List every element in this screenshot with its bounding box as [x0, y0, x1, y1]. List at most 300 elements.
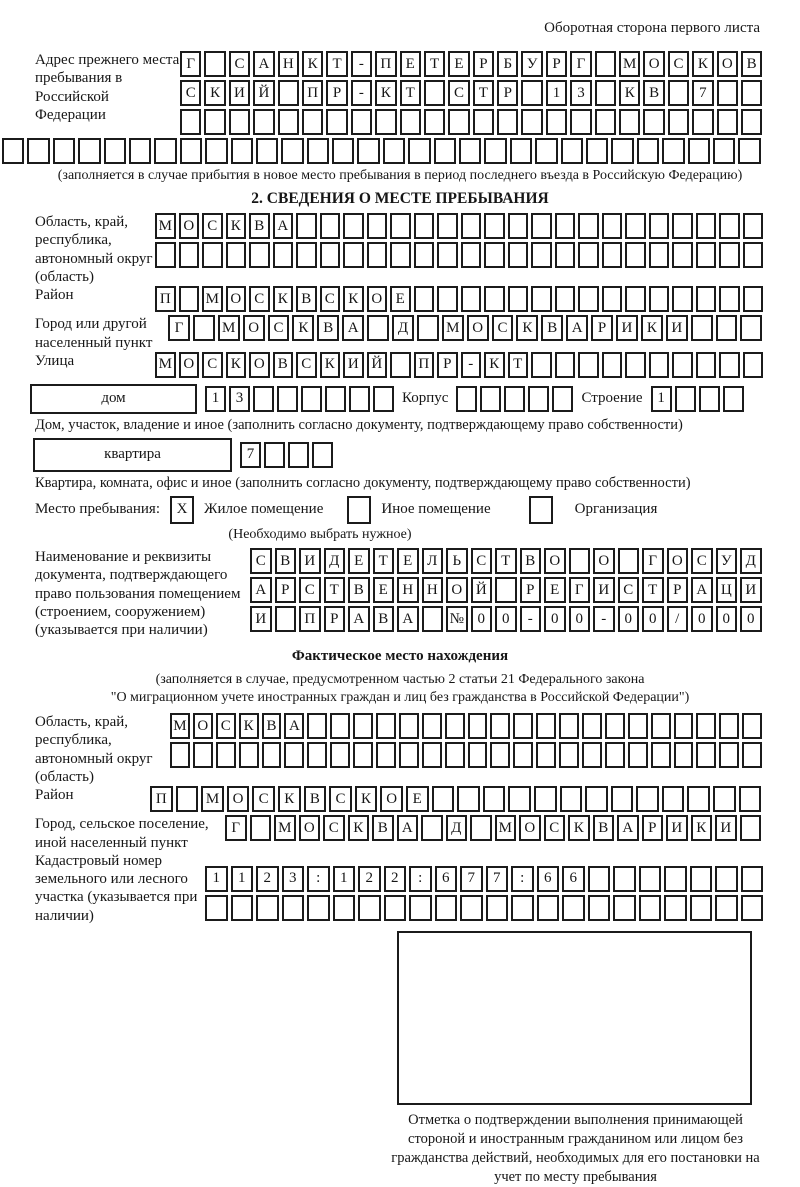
- char-cell: [330, 713, 350, 739]
- char-cell: [414, 242, 435, 268]
- char-cell: Е: [348, 548, 370, 574]
- region-label: Область, край, республика, автономный округ (область): [35, 214, 153, 286]
- region-row-2[interactable]: [155, 242, 763, 268]
- char-cell: [742, 742, 762, 768]
- char-cell: С: [229, 51, 250, 77]
- stay-place-note: (Необходимо выбрать нужное): [228, 526, 412, 542]
- char-cell: Б: [497, 51, 518, 77]
- city-label: Город или другой населенный пункт: [35, 316, 153, 351]
- char-cell: [278, 80, 299, 106]
- char-cell: С: [252, 786, 275, 812]
- char-cell: [457, 786, 480, 812]
- char-cell: [253, 386, 274, 412]
- prev-address-row-4[interactable]: [2, 138, 800, 164]
- char-cell: Р: [591, 315, 613, 341]
- char-cell: А: [253, 51, 274, 77]
- char-cell: Р: [275, 577, 297, 603]
- char-cell: 0: [495, 606, 517, 632]
- char-cell: [461, 213, 482, 239]
- char-cell: [531, 213, 552, 239]
- char-cell: А: [397, 606, 419, 632]
- char-cell: К: [355, 786, 378, 812]
- prev-address-row-3[interactable]: [180, 109, 762, 135]
- region-block: [0, 213, 800, 286]
- document-row-3[interactable]: [250, 606, 762, 632]
- char-cell: [719, 713, 739, 739]
- district-label: Район: [35, 287, 74, 304]
- actual-region-row-2[interactable]: [170, 742, 762, 768]
- char-cell: В: [317, 315, 339, 341]
- char-cell: [696, 352, 717, 378]
- char-cell: [555, 213, 576, 239]
- char-cell: К: [641, 315, 663, 341]
- char-cell: [528, 386, 549, 412]
- document-row-2[interactable]: [250, 577, 762, 603]
- char-cell: [486, 895, 509, 921]
- char-cell: 0: [642, 606, 664, 632]
- char-cell: [229, 109, 250, 135]
- char-cell: [253, 109, 274, 135]
- actual-region-block: [0, 713, 800, 786]
- char-cell: [717, 80, 738, 106]
- char-cell: С: [618, 577, 640, 603]
- char-cell: В: [275, 548, 297, 574]
- char-cell: [484, 213, 505, 239]
- actual-district-block: [0, 786, 800, 815]
- char-cell: [422, 606, 444, 632]
- char-cell: [651, 742, 671, 768]
- char-cell: [326, 109, 347, 135]
- char-cell: [555, 242, 576, 268]
- char-cell: С: [250, 548, 272, 574]
- prev-address-row-2[interactable]: [180, 80, 762, 106]
- char-cell: К: [516, 315, 538, 341]
- option-zhiloe-label: Жилое помещение: [204, 501, 324, 518]
- char-cell: [367, 315, 389, 341]
- char-cell: К: [278, 786, 301, 812]
- cadastral-row-2[interactable]: [205, 895, 763, 921]
- char-cell: [570, 109, 591, 135]
- cadastral-row-1[interactable]: [205, 866, 763, 892]
- char-cell: [256, 138, 278, 164]
- char-cell: [605, 742, 625, 768]
- char-cell: [384, 895, 407, 921]
- char-cell: [325, 386, 346, 412]
- char-cell: [390, 213, 411, 239]
- char-cell: [104, 138, 126, 164]
- actual-region-row-1[interactable]: [170, 713, 762, 739]
- char-cell: [508, 286, 529, 312]
- char-cell: О: [249, 352, 270, 378]
- char-cell: [578, 213, 599, 239]
- char-cell: [536, 742, 556, 768]
- char-cell: [625, 242, 646, 268]
- char-cell: Р: [546, 51, 567, 77]
- char-cell: [578, 286, 599, 312]
- char-cell: [664, 866, 687, 892]
- char-cell: У: [716, 548, 738, 574]
- char-cell: [649, 242, 670, 268]
- char-cell: [176, 786, 199, 812]
- char-cell: [367, 242, 388, 268]
- char-cell: [275, 606, 297, 632]
- char-cell: Р: [437, 352, 458, 378]
- char-cell: [154, 138, 176, 164]
- char-cell: [399, 742, 419, 768]
- char-cell: С: [202, 352, 223, 378]
- char-cell: 6: [537, 866, 560, 892]
- char-cell: Г: [168, 315, 190, 341]
- char-cell: [738, 138, 760, 164]
- checkbox-organizatsiya[interactable]: [529, 496, 553, 524]
- char-cell: [662, 786, 685, 812]
- char-cell: О: [226, 286, 247, 312]
- char-cell: [692, 109, 713, 135]
- char-cell: В: [373, 606, 395, 632]
- char-cell: 0: [691, 606, 713, 632]
- district-row[interactable]: [155, 286, 763, 312]
- char-cell: [367, 213, 388, 239]
- char-cell: А: [566, 315, 588, 341]
- char-cell: Г: [180, 51, 201, 77]
- char-cell: [561, 138, 583, 164]
- char-cell: К: [691, 815, 713, 841]
- city-row[interactable]: [168, 315, 762, 341]
- char-cell: Р: [324, 606, 346, 632]
- char-cell: [672, 352, 693, 378]
- char-cell: №: [446, 606, 468, 632]
- char-cell: [343, 242, 364, 268]
- char-cell: О: [467, 315, 489, 341]
- char-cell: Е: [544, 577, 566, 603]
- char-cell: С: [691, 548, 713, 574]
- document-row-1[interactable]: [250, 548, 762, 574]
- char-cell: В: [304, 786, 327, 812]
- char-cell: П: [414, 352, 435, 378]
- apartment-cells[interactable]: [240, 442, 333, 468]
- char-cell: Р: [497, 80, 518, 106]
- char-cell: М: [170, 713, 190, 739]
- char-cell: [602, 213, 623, 239]
- char-cell: [582, 742, 602, 768]
- char-cell: [483, 786, 506, 812]
- region-row-1[interactable]: [155, 213, 763, 239]
- char-cell: [468, 742, 488, 768]
- char-cell: 0: [544, 606, 566, 632]
- char-cell: [376, 742, 396, 768]
- char-cell: [719, 352, 740, 378]
- char-cell: В: [262, 713, 282, 739]
- char-cell: П: [375, 51, 396, 77]
- char-cell: [716, 315, 738, 341]
- char-cell: :: [307, 866, 330, 892]
- char-cell: [508, 786, 531, 812]
- cadastral-label: Кадастровый номер земельного или лесного участка (указывается при наличии): [35, 852, 198, 924]
- char-cell: [740, 315, 762, 341]
- char-cell: [696, 713, 716, 739]
- char-cell: С: [268, 315, 290, 341]
- char-cell: [508, 213, 529, 239]
- char-cell: А: [617, 815, 639, 841]
- char-cell: 1: [651, 386, 672, 412]
- char-cell: 6: [562, 866, 585, 892]
- char-cell: С: [544, 815, 566, 841]
- char-cell: [611, 138, 633, 164]
- stamp-area: [397, 931, 752, 1105]
- char-cell: В: [249, 213, 270, 239]
- char-cell: [513, 713, 533, 739]
- stay-place-row: [0, 496, 800, 524]
- char-cell: В: [593, 815, 615, 841]
- char-cell: [672, 213, 693, 239]
- house-number-cells[interactable]: [205, 386, 394, 412]
- char-cell: К: [348, 815, 370, 841]
- char-cell: [672, 286, 693, 312]
- char-cell: [613, 895, 636, 921]
- actual-city-row[interactable]: [225, 815, 761, 841]
- char-cell: Й: [471, 577, 493, 603]
- char-cell: [307, 713, 327, 739]
- char-cell: [649, 352, 670, 378]
- char-cell: [202, 242, 223, 268]
- char-cell: [513, 742, 533, 768]
- char-cell: [497, 109, 518, 135]
- stroenie-cells[interactable]: [651, 386, 744, 412]
- char-cell: [307, 895, 330, 921]
- char-cell: О: [544, 548, 566, 574]
- char-cell: [611, 786, 634, 812]
- sheet-side-note: Оборотная сторона первого листа: [544, 20, 760, 36]
- street-row[interactable]: [155, 352, 763, 378]
- char-cell: О: [367, 286, 388, 312]
- char-cell: -: [520, 606, 542, 632]
- char-cell: В: [273, 352, 294, 378]
- char-cell: [445, 713, 465, 739]
- char-cell: Р: [520, 577, 542, 603]
- char-cell: Й: [253, 80, 274, 106]
- char-cell: С: [296, 352, 317, 378]
- char-cell: [357, 138, 379, 164]
- char-cell: [555, 352, 576, 378]
- char-cell: [578, 242, 599, 268]
- char-cell: М: [155, 213, 176, 239]
- char-cell: [417, 315, 439, 341]
- char-cell: [741, 80, 762, 106]
- char-cell: [586, 138, 608, 164]
- char-cell: Д: [740, 548, 762, 574]
- char-cell: [531, 286, 552, 312]
- char-cell: В: [348, 577, 370, 603]
- char-cell: О: [179, 213, 200, 239]
- char-cell: [320, 213, 341, 239]
- char-cell: [723, 386, 744, 412]
- char-cell: 7: [692, 80, 713, 106]
- char-cell: К: [239, 713, 259, 739]
- checkbox-inoe[interactable]: [347, 496, 371, 524]
- char-cell: 7: [486, 866, 509, 892]
- char-cell: 0: [740, 606, 762, 632]
- char-cell: И: [229, 80, 250, 106]
- char-cell: [375, 109, 396, 135]
- apartment-box-label: квартира: [33, 438, 232, 472]
- apartment-caption: Квартира, комната, офис и иное (заполнить согласно документу, подтверждающему право собственности): [35, 474, 691, 491]
- char-cell: [490, 742, 510, 768]
- char-cell: [273, 242, 294, 268]
- char-cell: [531, 352, 552, 378]
- char-cell: [399, 713, 419, 739]
- char-cell: [278, 109, 299, 135]
- char-cell: [155, 242, 176, 268]
- char-cell: [578, 352, 599, 378]
- char-cell: В: [643, 80, 664, 106]
- char-cell: [445, 742, 465, 768]
- char-cell: [625, 286, 646, 312]
- char-cell: [643, 109, 664, 135]
- char-cell: К: [568, 815, 590, 841]
- char-cell: С: [202, 213, 223, 239]
- char-cell: [296, 242, 317, 268]
- char-cell: Г: [569, 577, 591, 603]
- char-cell: [456, 386, 477, 412]
- prev-address-block: [0, 51, 800, 138]
- char-cell: Т: [642, 577, 664, 603]
- city-block: [0, 315, 800, 352]
- char-cell: [249, 242, 270, 268]
- char-cell: [351, 109, 372, 135]
- char-cell: [605, 713, 625, 739]
- stroenie-label: Строение: [581, 390, 643, 407]
- char-cell: [619, 109, 640, 135]
- char-cell: [741, 866, 764, 892]
- char-cell: [508, 242, 529, 268]
- char-cell: К: [226, 213, 247, 239]
- char-cell: Г: [642, 548, 664, 574]
- char-cell: -: [351, 51, 372, 77]
- char-cell: [484, 138, 506, 164]
- korpus-cells[interactable]: [456, 386, 573, 412]
- char-cell: [204, 51, 225, 77]
- char-cell: С: [471, 548, 493, 574]
- char-cell: М: [274, 815, 296, 841]
- char-cell: 2: [358, 866, 381, 892]
- char-cell: [618, 548, 640, 574]
- char-cell: О: [667, 548, 689, 574]
- char-cell: П: [155, 286, 176, 312]
- char-cell: [546, 109, 567, 135]
- char-cell: Н: [397, 577, 419, 603]
- house-box-label: дом: [30, 384, 197, 414]
- char-cell: [2, 138, 24, 164]
- char-cell: [170, 742, 190, 768]
- char-cell: К: [292, 315, 314, 341]
- char-cell: В: [372, 815, 394, 841]
- actual-location-note-2: "О миграционном учете иностранных граждан и лиц без гражданства в Российской Федерации"): [110, 689, 690, 705]
- char-cell: [719, 242, 740, 268]
- char-cell: Г: [225, 815, 247, 841]
- korpus-label: Корпус: [402, 390, 449, 407]
- char-cell: О: [299, 815, 321, 841]
- char-cell: [349, 386, 370, 412]
- char-cell: М: [155, 352, 176, 378]
- char-cell: 7: [240, 442, 261, 468]
- char-cell: [480, 386, 501, 412]
- cadastral-block: [0, 852, 800, 925]
- char-cell: [353, 742, 373, 768]
- char-cell: [180, 109, 201, 135]
- char-cell: [414, 213, 435, 239]
- char-cell: К: [273, 286, 294, 312]
- char-cell: 1: [205, 866, 228, 892]
- char-cell: И: [616, 315, 638, 341]
- char-cell: [696, 213, 717, 239]
- char-cell: Н: [278, 51, 299, 77]
- char-cell: С: [448, 80, 469, 106]
- actual-region-label: Область, край, республика, автономный округ (область): [35, 714, 153, 785]
- char-cell: [535, 138, 557, 164]
- char-cell: Д: [392, 315, 414, 341]
- char-cell: 0: [618, 606, 640, 632]
- char-cell: П: [299, 606, 321, 632]
- char-cell: 3: [229, 386, 250, 412]
- char-cell: [510, 138, 532, 164]
- char-cell: [312, 442, 333, 468]
- char-cell: Т: [424, 51, 445, 77]
- char-cell: [390, 352, 411, 378]
- document-label: Наименование и реквизиты документа, подтверждающего право пользования помещением (строением, сооружением) (указывается при наличии): [35, 549, 241, 639]
- char-cell: К: [302, 51, 323, 77]
- char-cell: [437, 213, 458, 239]
- char-cell: [193, 742, 213, 768]
- char-cell: О: [243, 315, 265, 341]
- char-cell: [343, 213, 364, 239]
- actual-district-row[interactable]: [150, 786, 761, 812]
- char-cell: В: [520, 548, 542, 574]
- char-cell: Р: [667, 577, 689, 603]
- char-cell: 1: [333, 866, 356, 892]
- char-cell: 0: [716, 606, 738, 632]
- char-cell: А: [250, 577, 272, 603]
- option-organizatsiya-label: Организация: [574, 501, 658, 518]
- char-cell: И: [299, 548, 321, 574]
- char-cell: И: [715, 815, 737, 841]
- char-cell: [409, 895, 432, 921]
- char-cell: [408, 138, 430, 164]
- char-cell: [625, 213, 646, 239]
- char-cell: [562, 895, 585, 921]
- checkbox-zhiloe[interactable]: X: [170, 496, 194, 524]
- char-cell: [582, 713, 602, 739]
- char-cell: [53, 138, 75, 164]
- char-cell: К: [484, 352, 505, 378]
- char-cell: 3: [570, 80, 591, 106]
- char-cell: [422, 742, 442, 768]
- char-cell: [511, 895, 534, 921]
- char-cell: Е: [390, 286, 411, 312]
- prev-address-label: Адрес прежнего места пребывания в Российской Федерации: [35, 52, 180, 123]
- house-row: [30, 384, 800, 414]
- char-cell: [739, 786, 762, 812]
- char-cell: Е: [397, 548, 419, 574]
- prev-address-row-1[interactable]: [180, 51, 762, 77]
- char-cell: [715, 866, 738, 892]
- char-cell: [628, 713, 648, 739]
- char-cell: О: [380, 786, 403, 812]
- char-cell: [588, 895, 611, 921]
- char-cell: [332, 138, 354, 164]
- char-cell: Г: [570, 51, 591, 77]
- char-cell: С: [299, 577, 321, 603]
- char-cell: О: [593, 548, 615, 574]
